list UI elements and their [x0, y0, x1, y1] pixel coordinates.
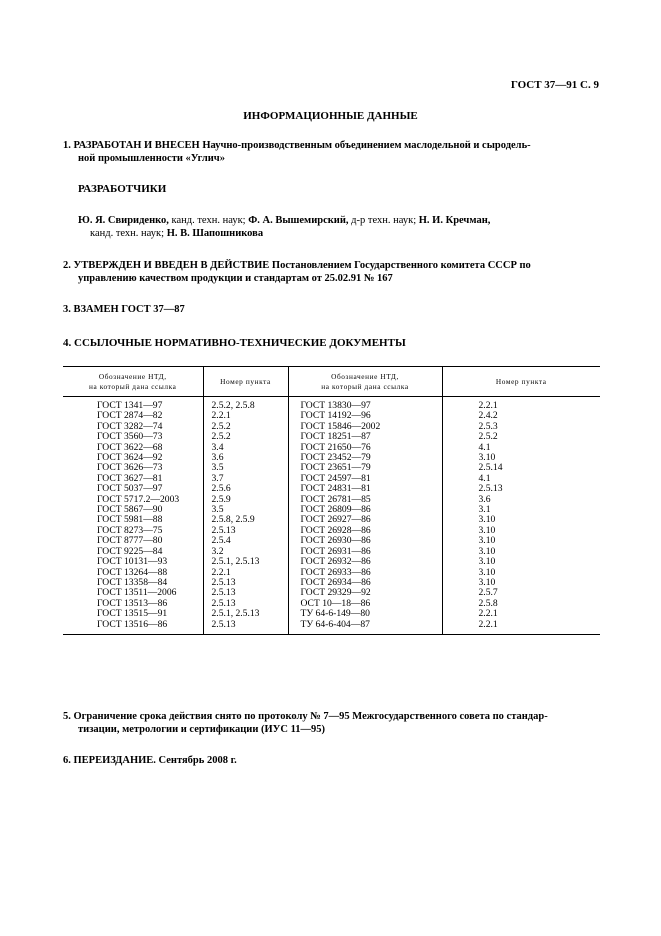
left-doc-cell: ГОСТ 8273—75 [63, 526, 203, 536]
right-doc-cell: ТУ 64-6-149—80 [288, 609, 442, 619]
section-5-line1: 5. Ограничение срока действия снято по протоколу № 7—95 Межгосударственного совета по стандар- [63, 711, 548, 722]
left-doc-cell: ГОСТ 5037—97 [63, 484, 203, 494]
right-item-cell: 3.10 [478, 556, 496, 568]
left-item-cell: 3.4 [203, 443, 288, 453]
left-doc-cell: ГОСТ 5717.2—2003 [63, 495, 203, 505]
section-2-lead: УТВЕРЖДЕН И ВВЕДЕН В ДЕЙСТВИЕ [73, 260, 270, 271]
page-header: ГОСТ 37—91 С. 9 [510, 79, 599, 91]
left-doc-cell: ГОСТ 5867—90 [63, 505, 203, 515]
left-item-cell: 2.5.13 [203, 526, 288, 536]
left-doc-cell: ГОСТ 3560—73 [63, 432, 203, 442]
left-doc-cell: ГОСТ 13358—84 [63, 578, 203, 588]
left-doc-cell: ГОСТ 13515—91 [63, 609, 203, 619]
table-row [63, 397, 600, 412]
section-2-number: 2. [63, 260, 71, 271]
header-doc-right [288, 367, 442, 397]
right-doc-cell: ГОСТ 26809—86 [288, 505, 442, 515]
section-1-text-line1: Научно-производственным объединением маслодельной и сыродель- [199, 140, 531, 151]
right-item-cell: 2.5.8 [478, 597, 498, 609]
right-doc-cell: ГОСТ 26934—86 [288, 578, 442, 588]
right-doc-cell: ГОСТ 26932—86 [288, 557, 442, 567]
right-doc-cell: ТУ 64-6-404—87 [288, 620, 442, 635]
header-doc-line1: Обозначение НТД, [98, 371, 167, 381]
right-item-cell: 2.5.13 [478, 483, 503, 495]
header-item-right: Номер пункта [442, 367, 600, 397]
left-item-cell: 2.2.1 [203, 568, 288, 578]
developers-heading: РАЗРАБОТЧИКИ [78, 183, 167, 195]
table-body [63, 397, 600, 635]
left-doc-cell: ГОСТ 3626—73 [63, 463, 203, 473]
section-2-text-line1: Постановлением Государственного комитета СССР по [269, 260, 531, 271]
right-doc-cell: ГОСТ 23651—79 [288, 463, 442, 473]
developer-degree: канд. техн. наук; [168, 215, 249, 226]
right-item-cell: 2.2.1 [442, 620, 600, 635]
right-doc-cell: ГОСТ 26928—86 [288, 526, 442, 536]
left-item-cell: 2.5.13 [203, 588, 288, 598]
left-item-cell: 2.5.1, 2.5.13 [203, 609, 288, 619]
section-4-heading: 4. ССЫЛОЧНЫЕ НОРМАТИВНО-ТЕХНИЧЕСКИЕ ДОКУМЕНТЫ [63, 337, 406, 349]
right-item-cell: 2.5.2 [478, 431, 498, 443]
right-doc-cell: ГОСТ 26931—86 [288, 547, 442, 557]
right-item-cell: 3.1 [478, 504, 491, 516]
developers-list [78, 214, 600, 240]
right-item-cell: 2.2.1 [478, 608, 498, 620]
left-doc-cell: ГОСТ 1341—97 [63, 397, 203, 412]
left-item-cell: 2.5.8, 2.5.9 [203, 515, 288, 525]
right-item-cell: 4.1 [478, 441, 491, 453]
right-item-cell: 3.10 [478, 452, 496, 464]
developer-name: Ф. А. Вышемирский, [248, 215, 349, 226]
right-item-cell: 3.10 [478, 545, 496, 557]
right-doc-cell: ГОСТ 26927—86 [288, 515, 442, 525]
right-doc-cell: ГОСТ 15846—2002 [288, 422, 442, 432]
left-item-cell: 2.5.4 [203, 536, 288, 546]
right-item-cell: 2.5.3 [478, 420, 498, 432]
developer-name: Н. В. Шапошникова [166, 228, 264, 239]
left-item-cell: 2.5.2, 2.5.8 [203, 397, 288, 412]
section-1-text-line2: ной промышленности «Углич» [78, 153, 225, 164]
right-doc-cell: ГОСТ 14192—96 [288, 411, 442, 421]
left-doc-cell: ГОСТ 3282—74 [63, 422, 203, 432]
developer-name: Н. И. Кречман, [418, 215, 491, 226]
left-item-cell: 3.5 [203, 463, 288, 473]
left-doc-cell: ГОСТ 5981—88 [63, 515, 203, 525]
right-doc-cell: ГОСТ 24597—81 [288, 474, 442, 484]
right-doc-cell: ОСТ 10—18—86 [288, 599, 442, 609]
section-3: 3. ВЗАМЕН ГОСТ 37—87 [63, 304, 185, 315]
right-item-cell: 3.10 [478, 576, 496, 588]
left-item-cell: 2.2.1 [203, 411, 288, 421]
section-6: 6. ПЕРЕИЗДАНИЕ. Сентябрь 2008 г. [63, 755, 237, 766]
left-doc-cell: ГОСТ 13264—88 [63, 568, 203, 578]
header-doc-line2: на который дана ссылка [88, 381, 177, 391]
section-1 [63, 139, 600, 165]
right-item-cell: 2.4.2 [478, 410, 498, 422]
left-doc-cell: ГОСТ 2874—82 [63, 411, 203, 421]
table-row [63, 609, 600, 619]
right-doc-cell: ГОСТ 26781—85 [288, 495, 442, 505]
left-doc-cell: ГОСТ 3627—81 [63, 474, 203, 484]
right-doc-cell: ГОСТ 26933—86 [288, 568, 442, 578]
header-doc-line2: на который дана ссылка [321, 381, 409, 391]
right-doc-cell: ГОСТ 13830—97 [288, 397, 442, 412]
page-title: ИНФОРМАЦИОННЫЕ ДАННЫЕ [243, 110, 418, 122]
left-item-cell: 2.5.2 [203, 422, 288, 432]
left-doc-cell: ГОСТ 10131—93 [63, 557, 203, 567]
developer-degree: д-р техн. наук; [348, 215, 419, 226]
left-item-cell: 3.5 [203, 505, 288, 515]
reference-documents-table [63, 366, 600, 635]
right-item-cell: 3.10 [478, 514, 496, 526]
left-item-cell: 2.5.9 [203, 495, 288, 505]
left-doc-cell: ГОСТ 3622—68 [63, 443, 203, 453]
right-item-cell: 2.5.7 [478, 587, 498, 599]
header-doc-line1: Обозначение НТД, [331, 371, 399, 381]
right-item-cell: 3.10 [478, 535, 496, 547]
left-item-cell: 2.5.13 [203, 578, 288, 588]
section-2-text-line2: управлению качеством продукции и стандартам от 25.02.91 № 167 [78, 273, 393, 284]
right-doc-cell: ГОСТ 29329—92 [288, 588, 442, 598]
left-item-cell: 2.5.1, 2.5.13 [203, 557, 288, 567]
left-item-cell: 2.5.13 [203, 620, 288, 635]
table-row [63, 557, 600, 567]
left-doc-cell: ГОСТ 8777—80 [63, 536, 203, 546]
left-doc-cell: ГОСТ 3624—92 [63, 453, 203, 463]
section-1-lead: РАЗРАБОТАН И ВНЕСЕН [73, 140, 200, 151]
left-item-cell: 2.5.6 [203, 484, 288, 494]
section-1-number: 1. [63, 140, 71, 151]
right-item-cell: 2.5.14 [478, 462, 503, 474]
left-item-cell: 2.5.13 [203, 599, 288, 609]
left-doc-cell: ГОСТ 13516—86 [63, 620, 203, 635]
header-doc-left [63, 367, 203, 397]
right-doc-cell: ГОСТ 24831—81 [288, 484, 442, 494]
right-item-cell: 4.1 [478, 472, 491, 484]
section-5-line2: тизации, метрологии и сертификации (ИУС 11—95) [78, 724, 326, 735]
table-row [63, 620, 600, 635]
right-item-cell: 3.10 [478, 524, 496, 536]
right-doc-cell: ГОСТ 26930—86 [288, 536, 442, 546]
right-item-cell: 3.10 [478, 566, 496, 578]
left-item-cell: 3.2 [203, 547, 288, 557]
left-item-cell: 2.5.2 [203, 432, 288, 442]
left-doc-cell: ГОСТ 9225—84 [63, 547, 203, 557]
left-doc-cell: ГОСТ 13513—86 [63, 599, 203, 609]
section-2 [63, 259, 600, 285]
left-item-cell: 3.6 [203, 453, 288, 463]
right-doc-cell: ГОСТ 21650—76 [288, 443, 442, 453]
right-item-cell: 3.6 [478, 493, 491, 505]
right-doc-cell: ГОСТ 18251—87 [288, 432, 442, 442]
developer-name: Ю. Я. Свириденко, [78, 215, 169, 226]
right-item-cell: 2.2.1 [478, 400, 498, 411]
header-item-left: Номер пункта [203, 367, 288, 397]
right-doc-cell: ГОСТ 23452—79 [288, 453, 442, 463]
developer-degree: канд. техн. наук; [90, 228, 167, 239]
left-item-cell: 3.7 [203, 474, 288, 484]
section-5 [63, 710, 600, 736]
left-doc-cell: ГОСТ 13511—2006 [63, 588, 203, 598]
